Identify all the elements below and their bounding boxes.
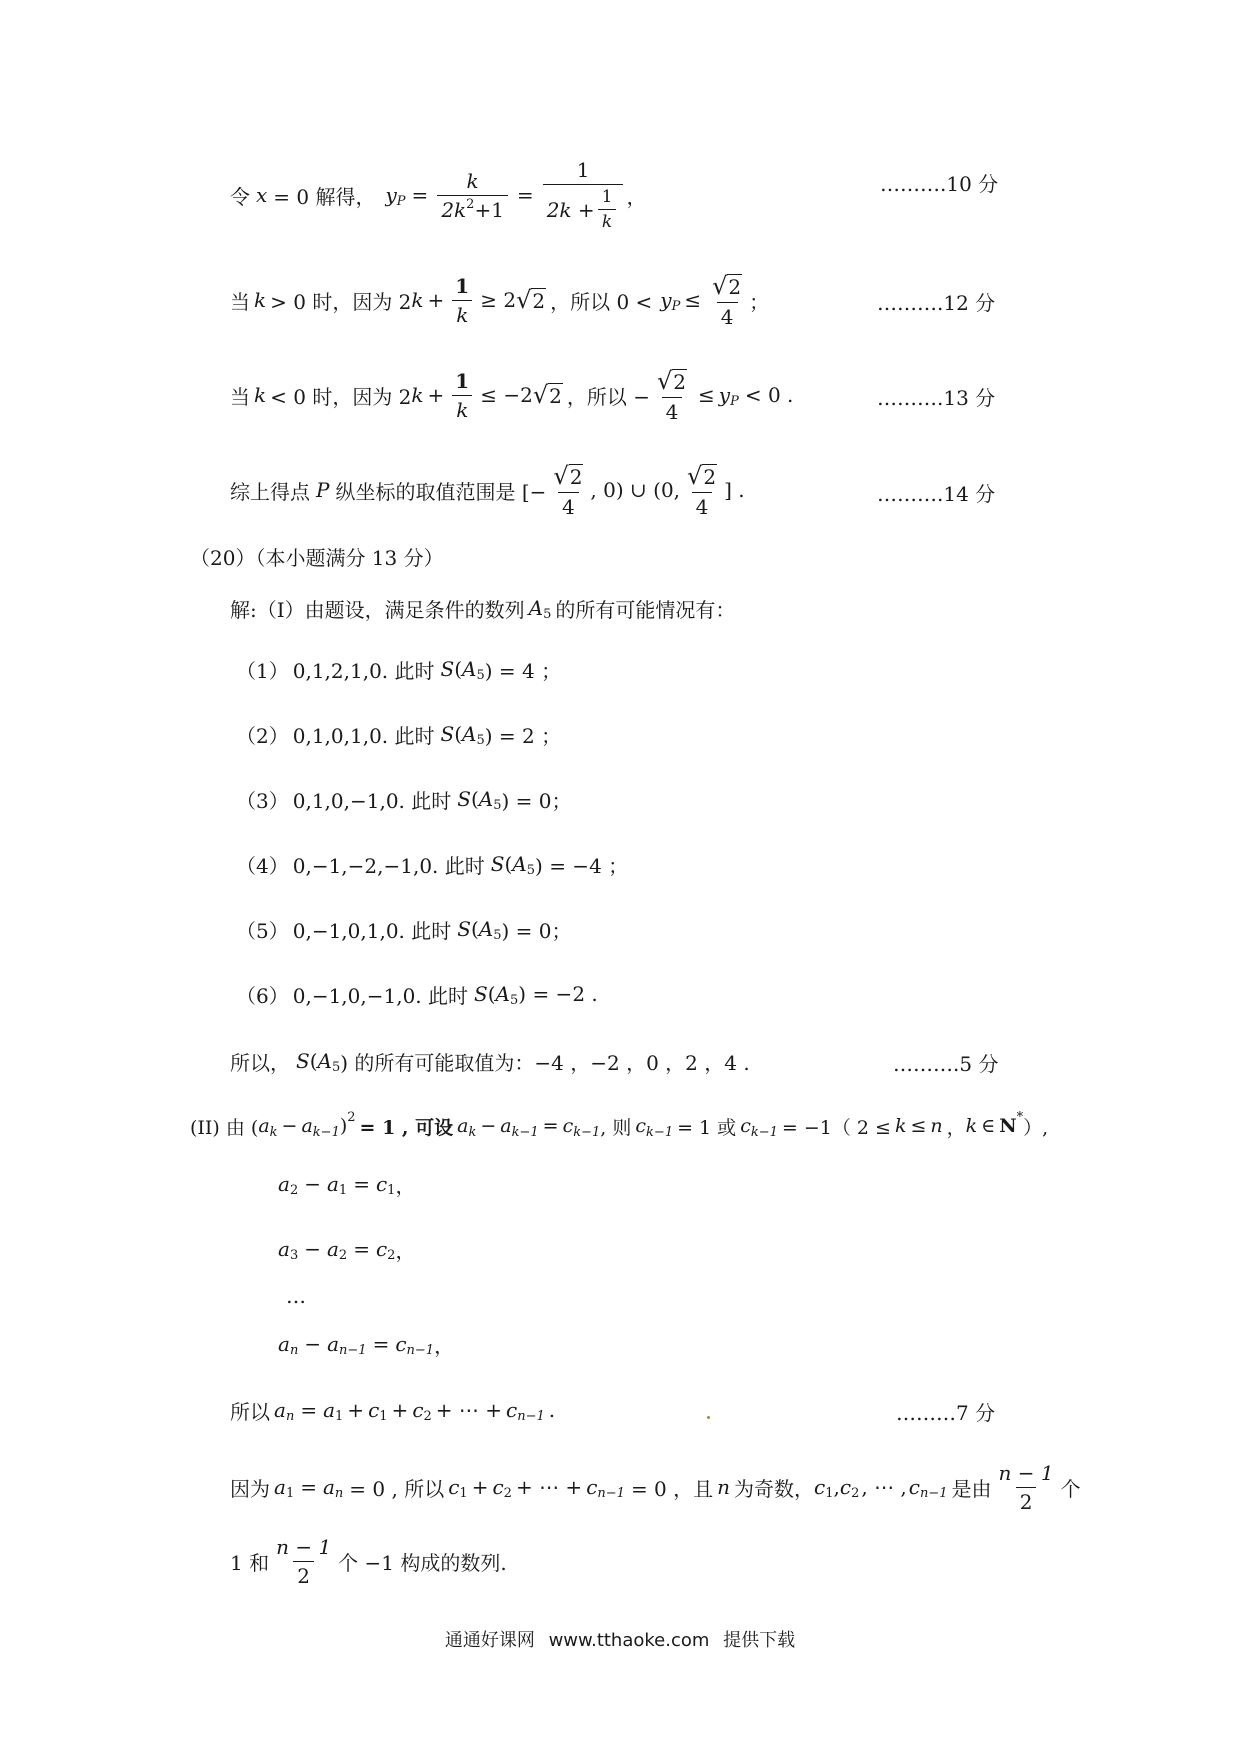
text: + [427,288,445,312]
var-c: c [375,1172,388,1196]
fraction [451,369,473,422]
text: = [353,1237,370,1261]
text: （20）（本小题满分 13 分） [190,545,444,570]
var-A: A [462,722,477,746]
ellipsis [286,1280,306,1312]
subscript: k−1 [573,1124,601,1140]
text: 个 −1 构成的数列. [338,1550,507,1575]
text: > 0 时，因为 2 [270,289,412,314]
var-A: A [528,596,544,620]
text: 个 [1060,1476,1081,1501]
score-7: ………7 分 [896,1401,996,1425]
equation-2 [278,1233,415,1265]
var-c: c [635,1115,647,1137]
subscript: 5 [493,927,502,943]
fraction [708,272,746,329]
part-2-intro [190,1110,1048,1142]
case-2 [236,718,561,750]
footer-url[interactable]: www.tthaoke.com [548,1630,710,1651]
text: , ⋯ , [861,1475,907,1499]
text: − [281,1115,298,1137]
text: = [516,183,534,207]
numerator [653,367,691,397]
text: 所以 [230,1399,270,1424]
numerator: n − 1 [276,1534,332,1559]
var-c: c [506,1398,518,1422]
line-score-13 [230,360,793,430]
var-a: a [278,1237,290,1261]
text: + [391,1398,409,1422]
denominator: k [452,395,472,422]
denominator: k [598,209,616,232]
text: = 0 解得， [273,184,376,209]
var-S: S [457,787,471,811]
case-4 [236,848,628,880]
subscript: 5 [331,1059,341,1075]
case-5 [236,913,572,945]
line-score-12 [230,265,769,335]
text: = −1（ 2 ≤ [781,1116,891,1139]
subscript: 5 [476,667,485,683]
var-A: A [478,787,494,811]
var-S: S [440,657,455,681]
line-score-10 [230,150,646,240]
text: 解:（I）由题设，满足条件的数列 [230,597,525,622]
subscript: 2 [338,1247,348,1263]
footer-text: 提供下载 [723,1630,796,1651]
case-label: （2） [236,723,289,748]
line-score-14 [230,455,745,525]
text: 综上得点 [230,479,310,504]
text: = [542,1115,559,1137]
text: , 则 [600,1116,632,1139]
paren: ( [454,657,463,681]
paren: ( [454,722,463,746]
var-a: a [457,1115,469,1137]
var-c: c [448,1475,460,1499]
var-n: n [930,1115,943,1137]
denominator: 4 [692,492,713,519]
subscript: 2 [503,1485,512,1501]
sequence: 0,−1,−2,−1,0. 此时 [292,853,485,878]
var-k: k [894,1115,907,1137]
radicand: 2 [703,464,717,489]
radicand: 2 [673,369,687,394]
var-S: S [296,1049,310,1073]
text: + [347,1398,365,1422]
set-N: N [999,1115,1017,1137]
numerator: 1 [455,368,470,393]
text: ， [946,1116,966,1139]
denominator: 4 [558,492,579,519]
subscript: n−1 [406,1342,435,1358]
page-footer [0,1626,1240,1652]
den-text: 2k + [546,197,595,222]
subscript: 1 [338,1182,348,1198]
line-score-7 [230,1394,555,1426]
text: < 0 . [744,383,794,407]
denominator: 4 [662,397,683,424]
case-label: （4） [236,853,289,878]
line-score-5 [230,1045,750,1077]
var-A: A [495,982,510,1006]
var-A: A [478,917,494,941]
var-c: c [839,1475,852,1499]
sequence: 0,−1,0,−1,0. 此时 [292,983,469,1008]
text: , 0) ∪ (0, [590,478,681,502]
var-A: A [512,852,527,876]
subscript: P [730,393,739,409]
text: + [471,1475,489,1499]
text: + [427,383,445,407]
var-S: S [440,722,455,746]
denominator [437,195,508,222]
text: 当 [230,289,250,314]
numerator [549,462,587,492]
denominator: 2 [1016,1487,1037,1514]
subscript: 5 [510,992,519,1008]
equation-1 [278,1168,415,1200]
text: , [833,1475,840,1499]
value: ) = −2 . [518,982,598,1006]
subscript: 5 [476,732,485,748]
text: 令 [230,184,250,209]
text: ，所以 0 < [550,289,653,314]
text: (II) 由 ( [190,1116,259,1139]
denominator: k [452,300,472,327]
subscript: n [289,1342,299,1358]
var-c: c [375,1237,388,1261]
text: 为奇数， [734,1476,815,1501]
text: ； [749,289,770,314]
score-10: ……….10 分 [880,172,999,196]
sqrt-sign: √ [712,271,728,300]
var-c: c [368,1398,380,1422]
text: − [480,1115,497,1137]
text: ) 的所有可能取值为：−4 ，−2 ，0 ，2 ，4 . [340,1050,750,1075]
var-c: c [562,1115,574,1137]
text: ， [434,1333,455,1358]
subscript: 2 [851,1485,860,1501]
var-y: y [385,183,397,207]
var-k: k [411,288,424,312]
case-label: （6） [236,983,289,1008]
fraction [653,367,691,424]
text: ， [395,1238,416,1263]
text: + ⋯ + [515,1475,583,1499]
var-y: y [718,383,731,407]
text: − [304,1332,322,1356]
text: 因为 [230,1476,270,1501]
sequence: 0,1,0,−1,0. 此时 [292,788,452,813]
value: ) = 4 ； [484,658,562,683]
text: ≥ 2 [480,288,517,312]
fraction [543,158,624,232]
subscript: k−1 [511,1124,539,1140]
text: 纵坐标的取值范围是 [− [335,479,547,504]
sequence: 0,−1,0,1,0. 此时 [292,918,452,943]
subscript: 5 [493,797,502,813]
var-y: y [660,288,672,312]
sqrt-sign: √ [656,366,673,395]
den-text: 2k [441,197,467,222]
text: 的所有可能情况有： [555,597,736,622]
text: = 0 , 所以 [349,1476,445,1501]
var-c: c [586,1475,598,1499]
subscript: k−1 [312,1124,340,1140]
denominator [543,184,624,232]
text: 当 [230,384,250,409]
text: ≤ −2 [480,383,533,407]
fraction [272,1535,335,1588]
var-S: S [490,852,505,876]
question-20-heading [190,540,444,572]
text: 1 和 [230,1550,270,1575]
sequence: 0,1,0,1,0. 此时 [292,723,435,748]
text: ] . [724,478,745,502]
sequence: 0,1,2,1,0. 此时 [292,658,435,683]
denominator: 4 [717,302,738,329]
var-a: a [278,1332,290,1356]
var-a: a [274,1398,286,1422]
var-c: c [814,1475,826,1499]
subscript: n−1 [517,1408,545,1424]
var-a: a [278,1172,290,1196]
case-3 [236,783,572,815]
var-c: c [908,1475,920,1499]
var-c: c [395,1332,407,1356]
score-5: ……….5 分 [893,1052,999,1076]
sqrt-sign: √ [532,381,549,409]
text: − [304,1172,321,1196]
denominator: 2 [293,1561,314,1588]
paren: ( [470,917,479,941]
numerator: n − 1 [998,1460,1054,1485]
text: < 0 时，因为 2 [270,384,412,409]
subscript: n−1 [339,1342,367,1358]
var-a: a [326,1172,339,1196]
text: = 0 ，且 [630,1476,714,1501]
radicand: 2 [569,464,583,489]
superscript: 2 [347,1109,356,1125]
paren: ( [470,787,479,811]
numerator [683,462,721,492]
sqrt-sign: √ [553,461,569,490]
var-a: a [500,1115,512,1137]
fraction [995,1461,1058,1514]
text: ) [339,1115,348,1137]
score-13: ……….13 分 [877,386,996,410]
subscript: 1 [285,1485,295,1501]
text: ， [395,1173,416,1198]
text: = 1 或 [677,1116,737,1139]
var-a: a [326,1237,339,1261]
var-a: a [301,1115,313,1137]
subscript: n [285,1408,295,1424]
var-k: k [411,383,424,407]
text: + ⋯ + [435,1398,503,1422]
value: ) = 2 ； [484,723,562,748]
case-label: （5） [236,918,289,943]
radicand: 2 [532,288,546,313]
stray-dot [707,1416,710,1419]
sqrt-sign: √ [687,461,703,490]
var-k: k [965,1115,978,1137]
sup: 2 [466,196,475,212]
text: = [372,1332,390,1356]
text: = [411,183,429,207]
var-a: a [327,1332,340,1356]
text: ）, [1023,1116,1049,1139]
superscript: * [1016,1109,1024,1125]
var-c: c [740,1115,751,1137]
numerator: 1 [455,273,470,298]
score-12: ……….12 分 [877,291,996,315]
subscript: 1 [387,1182,396,1198]
text: ， [626,184,647,209]
constitute-line [230,1526,507,1596]
subscript: k−1 [646,1124,674,1140]
var-k: k [254,383,267,407]
fraction [437,169,508,222]
subscript: 1 [335,1408,344,1424]
text: − [304,1237,321,1261]
text: 所以， [230,1050,290,1075]
equation-n [278,1328,454,1360]
numerator: k [466,168,479,193]
subscript: 5 [526,862,536,878]
subscript: k [468,1124,477,1140]
radicand: 2 [549,383,562,408]
subscript: 1 [825,1485,834,1501]
text: 是由 [951,1476,992,1501]
text: = 1 , 可设 [359,1116,454,1139]
subscript: k [269,1124,278,1140]
numerator: 1 [601,187,613,207]
text: = [300,1475,317,1499]
var-a: a [323,1398,336,1422]
subscript: 3 [289,1247,299,1263]
text: … [286,1284,306,1308]
var-a: a [322,1475,335,1499]
subscript: 5 [543,606,552,622]
subscript: 2 [387,1247,396,1263]
var-A: A [317,1049,332,1073]
score-14: ……….14 分 [877,482,996,506]
subscript: P [671,298,681,314]
text: ，所以 − [566,384,650,409]
subscript: 1 [379,1408,388,1424]
case-label: （3） [236,788,289,813]
var-A: A [462,657,477,681]
text: ≤ [910,1115,927,1137]
value: ) = −4 ； [535,853,629,878]
var-x: x [256,183,268,207]
solution-intro [230,592,735,624]
text: ≤ [684,288,702,312]
subscript: k−1 [750,1124,778,1140]
var-k: k [254,288,267,312]
case-label: （1） [236,658,289,683]
value: ) = 0； [501,918,572,943]
subscript: P [396,193,406,209]
paren: ( [487,982,496,1006]
sqrt-sign: √ [516,286,532,314]
var-n: n [717,1475,731,1499]
paren: ( [504,852,513,876]
subscript: n [334,1485,344,1501]
fraction [451,274,473,327]
text: = [300,1398,318,1422]
den-tail: +1 [474,197,504,222]
var-a: a [274,1475,286,1499]
var-S: S [474,982,488,1006]
var-P: P [316,478,330,502]
subscript: n−1 [597,1485,625,1501]
subscript: 2 [289,1182,299,1198]
value: ) = 0； [501,788,572,813]
text: . [548,1398,556,1422]
because-line [230,1452,1081,1522]
text: ≤ [698,383,715,407]
radicand: 2 [728,274,742,299]
subscript: n−1 [920,1485,948,1501]
subscript: 2 [423,1408,432,1424]
fraction [549,462,587,519]
footer-site-name: 通通好课网 [444,1630,535,1651]
paren: ( [309,1049,318,1073]
var-c: c [412,1398,424,1422]
case-1 [236,653,561,685]
subscript: 1 [459,1485,468,1501]
text: = [353,1172,370,1196]
fraction [683,462,721,519]
numerator: 1 [576,158,590,182]
numerator [708,272,746,302]
case-6 [236,978,598,1010]
var-S: S [457,917,471,941]
var-c: c [492,1475,504,1499]
var-a: a [258,1115,270,1137]
text: ∈ [981,1115,996,1137]
inner-fraction [598,187,617,232]
